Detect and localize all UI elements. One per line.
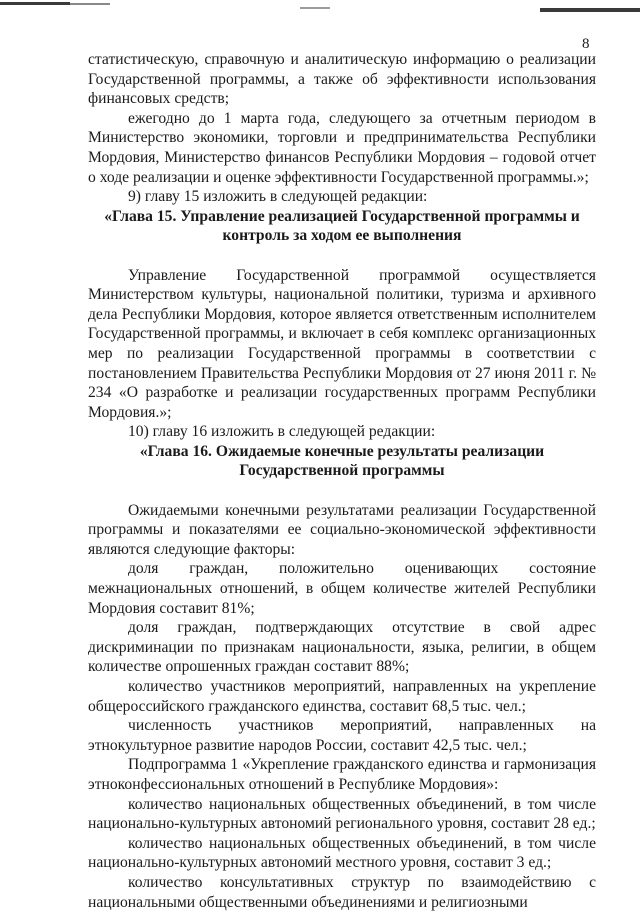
paragraph: доля граждан, подтверждающих отсутствие в свой адрес дискриминации по признакам национальности, языка, религии, в общем количестве опрошенных граждан составит 88%;: [88, 619, 596, 676]
page-number: 8: [582, 36, 590, 52]
paragraph: статистическую, справочную и аналитическую информацию о реализации Государственной программы, а также об эффективности использования финансовых средств;: [88, 51, 596, 108]
paragraph: 10) главу 16 изложить в следующей редакции:: [128, 423, 436, 441]
paragraph: Подпрограмма 1 «Укрепление гражданского единства и гармонизация этноконфессиональных отношений в Республике Мордовия»:: [88, 756, 596, 793]
paragraph: количество консультативных структур по взаимодействию с национальными общественными объединениями и религиозными: [88, 873, 596, 911]
section-heading: «Глава 15. Управление реализацией Государственной программы и контроль за ходом ее выполнения: [104, 207, 580, 245]
section-heading: «Глава 16. Ожидаемые конечные результаты реализации Государственной программы: [139, 442, 545, 480]
paragraph: количество национальных общественных объединений, в том числе национально-культурных автономий местного уровня, составит 3 ед.;: [88, 834, 596, 872]
paragraph: Ожидаемыми конечными результатами реализации Государственной программы и показателями ее социально-экономической эффективности являются следующие факторы:: [88, 501, 596, 558]
paragraph: Управление Государственной программой осуществляется Министерством культуры, национальной политики, туризма и архивного дела Республики Мордовия, которое является ответственным исполнителем Государственной программы, и включает в себя комплекс организационных мер по реализации Государственной программы в соответствии с постановлением Правительства Республики Мордовия от 27 июня 2011 г. № 234 «О разработке и реализации государственных программ Республики Мордовия.»;: [88, 266, 596, 421]
paragraph: количество национальных общественных объединений, в том числе национально-культурных автономий регионального уровня, составит 28 ед.;: [88, 795, 596, 833]
document-body: [88, 50, 596, 912]
paragraph: ежегодно до 1 марта года, следующего за отчетным периодом в Министерство экономики, торговли и предпринимательства Республики Мордовия, Министерство финансов Республики Мордовия – годовой отчет о ходе реализации и оценке эффективности Государственной программы.»;: [88, 109, 596, 186]
paragraph: количество участников мероприятий, направленных на укрепление общероссийского гражданского единства, составит 68,5 тыс. чел.;: [88, 678, 596, 715]
paragraph: 9) главу 15 изложить в следующей редакции:: [128, 188, 428, 206]
scan-artifact-top: [0, 0, 640, 14]
paragraph: доля граждан, положительно оценивающих состояние межнациональных отношений, в общем количестве жителей Республики Мордовия составит 81%;: [88, 560, 596, 617]
paragraph: численность участников мероприятий, направленных на этнокультурное развитие народов России, составит 42,5 тыс. чел.;: [88, 717, 596, 754]
